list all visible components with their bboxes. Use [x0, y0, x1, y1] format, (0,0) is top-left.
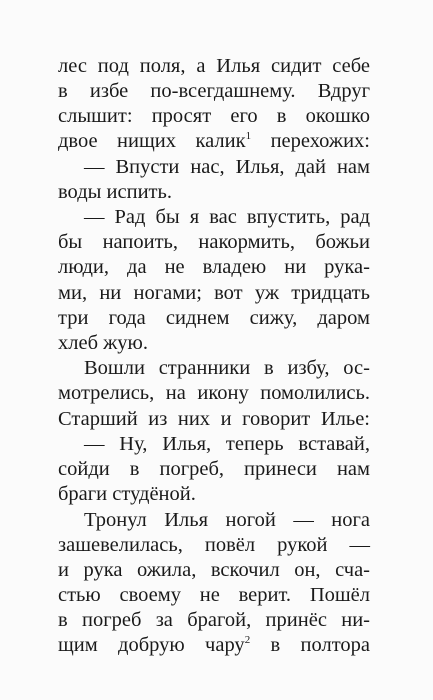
text-fragment: щим добрую чару	[58, 634, 245, 656]
text-line: ми, ни ногами; вот уж тридцать	[58, 282, 370, 304]
text-line: — Впусти нас, Илья, дай нам	[84, 156, 370, 178]
text-line: и рука ожила, вскочил он, сча-	[58, 559, 370, 581]
text-line: зашевелилась, повёл рукой —	[58, 534, 370, 556]
footnote-ref: 1	[245, 130, 252, 143]
text-fragment: в полтора	[250, 634, 370, 656]
text-line: Тронул Илья ногой — нога	[84, 509, 370, 531]
footnote-ref: 2	[244, 634, 251, 647]
text-line	[58, 633, 370, 657]
text-line: Вошли странники в избу, ос-	[84, 357, 370, 379]
text-fragment: двое нищих калик	[58, 130, 246, 152]
text-line: в избе по-всегдашнему. Вдруг	[58, 80, 370, 102]
text-line: сойди в погреб, принеси нам	[58, 458, 370, 480]
text-line	[58, 129, 370, 153]
text-line: слышит: просят его в окошко	[58, 105, 370, 127]
text-line: — Ну, Илья, теперь вставай,	[84, 433, 370, 455]
text-line: — Рад бы я вас впустить, рад	[84, 206, 370, 228]
text-line: бы напоить, накормить, божьи	[58, 231, 370, 253]
text-line: браги студёной.	[58, 483, 196, 505]
text-line: люди, да не владею ни рука-	[58, 256, 370, 278]
text-line: мотрелись, на икону помолились.	[58, 382, 370, 404]
text-line: стью своему не верит. Пошёл	[58, 584, 370, 606]
text-line: Старший из них и говорит Илье:	[58, 408, 370, 430]
text-line: три года сиднем сижу, даром	[58, 307, 370, 329]
text-line: лес под поля, а Илья сидит себе	[58, 55, 370, 77]
text-line: хлеб жую.	[58, 332, 148, 354]
text-line: воды испить.	[58, 181, 172, 203]
text-fragment: перехожих:	[251, 130, 370, 152]
text-line: в погреб за брагой, принёс ни-	[58, 609, 370, 631]
